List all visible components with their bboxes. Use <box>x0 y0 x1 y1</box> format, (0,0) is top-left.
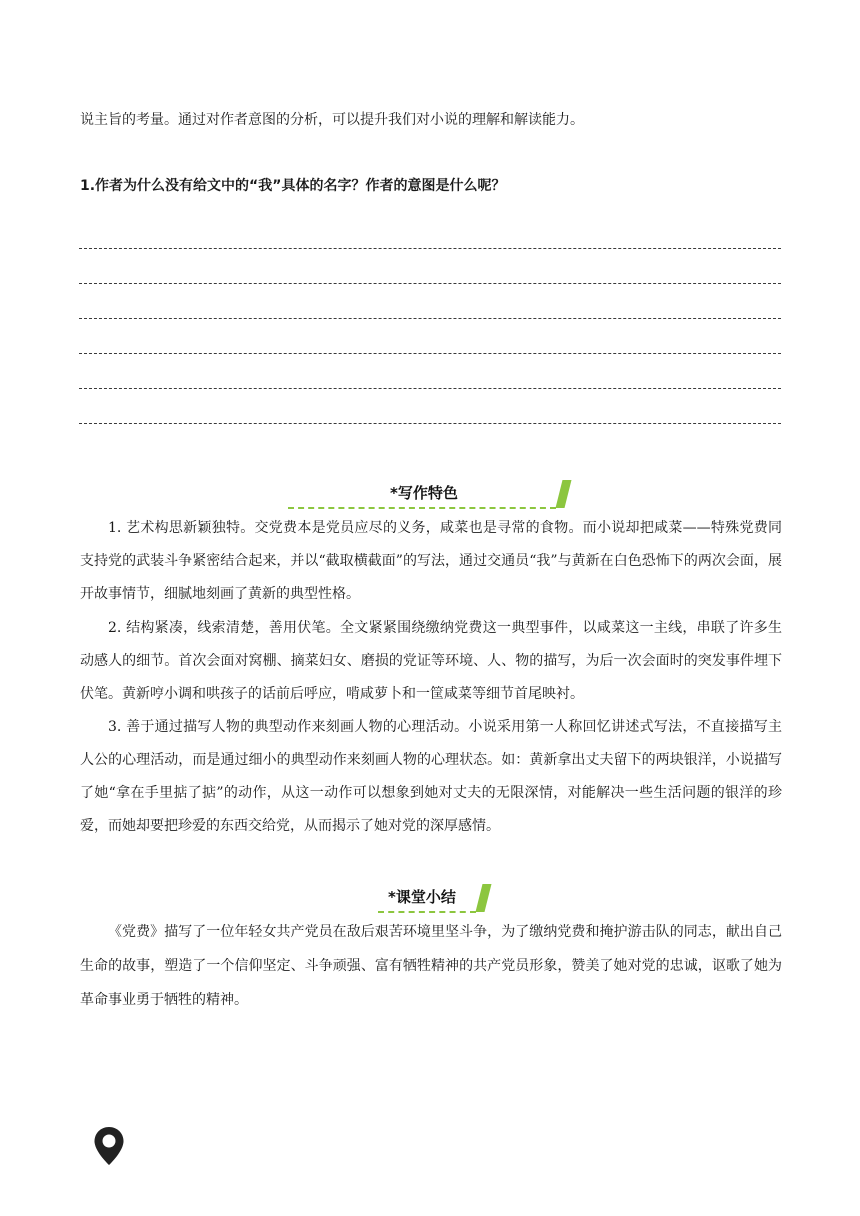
writing-feature-item-2: 2. 结构紧凑，线索清楚，善用伏笔。全文紧紧围绕缴纳党费这一典型事件，以咸菜这一主线，串联了许多生动感人的细节。首次会面对窝棚、摘菜妇女、磨损的党证等环境、人、物的描写，为后一次会面时的突发事件埋下伏笔。黄新哼小调和哄孩子的话前后呼应，啃咸萝卜和一筐咸菜等细节首尾映衬。 <box>80 620 782 702</box>
answer-line[interactable] <box>79 248 781 250</box>
answer-lines <box>79 248 781 458</box>
answer-line[interactable] <box>79 388 781 390</box>
heading-accent-bar <box>476 884 492 912</box>
answer-line[interactable] <box>79 353 781 355</box>
answer-line[interactable] <box>79 283 781 285</box>
writing-feature-item-3: 3. 善于通过描写人物的典型动作来刻画人物的心理活动。小说采用第一人称回忆讲述式写法，不直接描写主人公的心理活动，而是通过细小的典型动作来刻画人物的心理状态。如：黄新拿出丈夫留下的两块银洋，小说描写了她“拿在手里掂了掂”的动作，从这一动作可以想象到她对丈夫的无限深情，对能解决一些生活问题的银洋的珍爱，而她却要把珍爱的东西交给党，从而揭示了她对党的深厚感情。 <box>80 719 782 834</box>
answer-line[interactable] <box>79 423 781 425</box>
answer-line[interactable] <box>79 318 781 320</box>
intro-paragraph: 说主旨的考量。通过对作者意图的分析，可以提升我们对小说的理解和解读能力。 <box>80 112 584 128</box>
question-1: 1.作者为什么没有给文中的“我”具体的名字？作者的意图是什么呢？ <box>80 178 506 194</box>
writing-feature-item-1: 1. 艺术构思新颖独特。交党费本是党员应尽的义务，咸菜也是寻常的食物。而小说却把咸菜——特殊党费同支持党的武装斗争紧密结合起来，并以“截取横截面”的写法，通过交通员“我”与黄新在白色恐怖下的两次会面，展开故事情节，细腻地刻画了黄新的典型性格。 <box>80 520 782 602</box>
class-summary-heading: *课堂小结 <box>388 888 456 906</box>
heading-underline <box>378 911 476 913</box>
heading-accent-bar <box>556 480 572 508</box>
class-summary-paragraph: 《党费》描写了一位年轻女共产党员在敌后艰苦环境里坚斗争，为了缴纳党费和掩护游击队的同志，献出自己生命的故事，塑造了一个信仰坚定、斗争顽强、富有牺牲精神的共产党员形象，赞美了她对党的忠诚，讴歌了她为革命事业勇于牺牲的精神。 <box>80 924 782 1008</box>
heading-underline <box>288 507 556 509</box>
writing-features-heading: *写作特色 <box>390 484 458 502</box>
location-pin-icon <box>93 1126 125 1170</box>
